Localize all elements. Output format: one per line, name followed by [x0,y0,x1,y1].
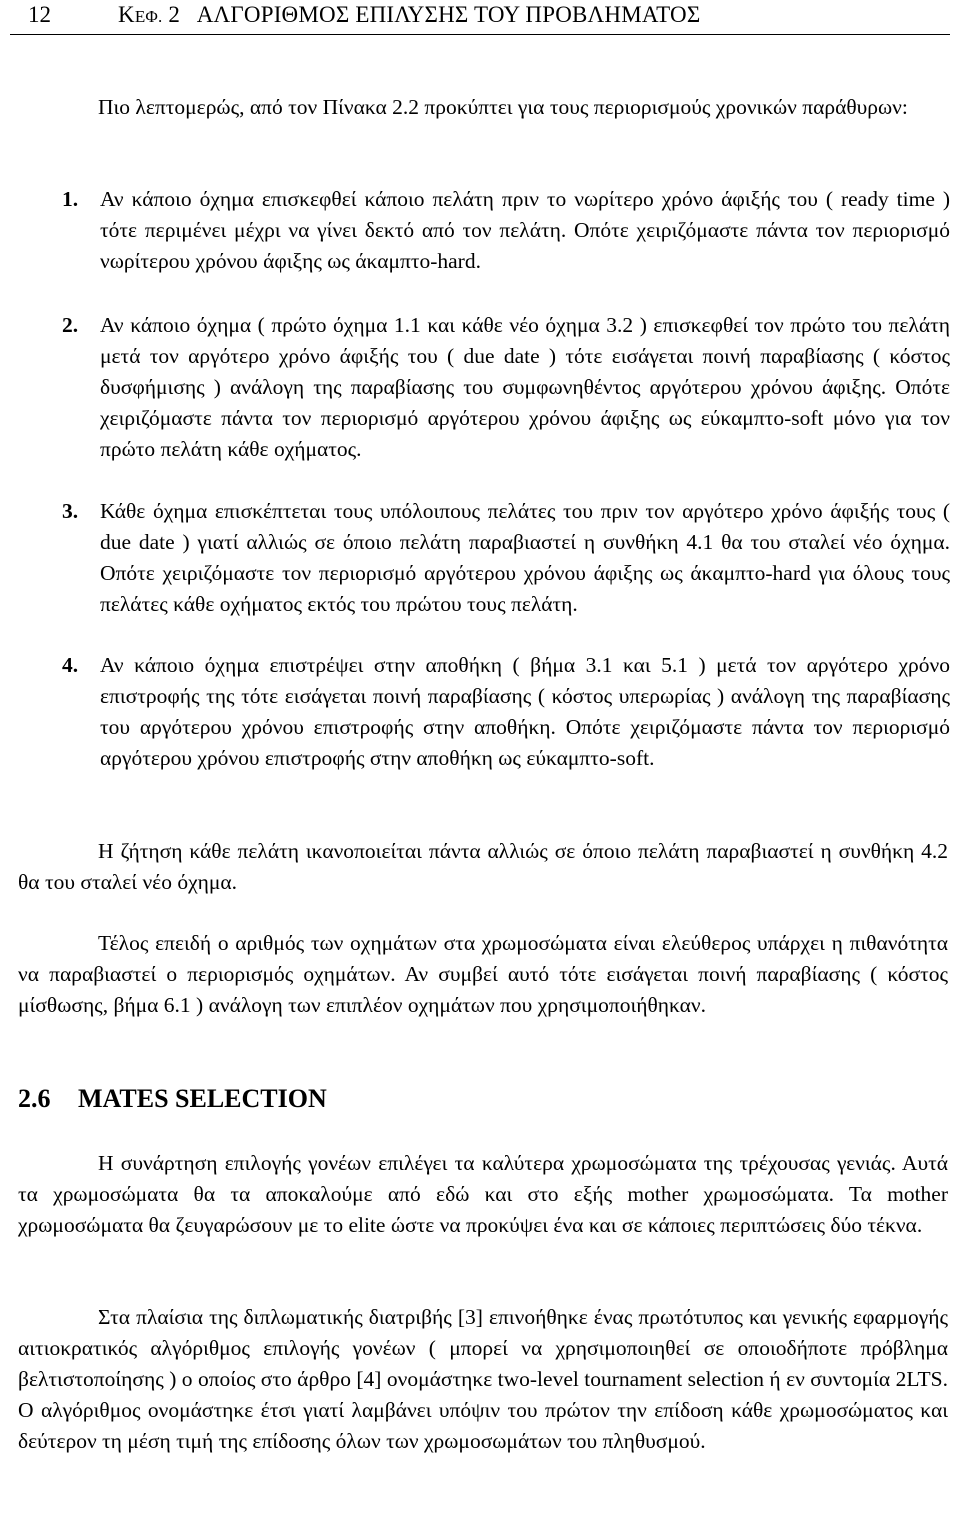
list-item-number: 3. [62,499,79,523]
mates-paragraph-1: Η συνάρτηση επιλογής γονέων επιλέγει τα καλύτερα χρωμοσώματα της τρέχουσας γενιάς. Αυτά τα χρωμοσώματα θα τα αποκαλούμε από εδώ και στο εξής mother χρωμοσώματα. Τα mother χρωμοσώματα θα ζευγαρώσουν με το elite ώστε να προκύψει ένα και σε κάποιες περιπτώσεις δύο τέκνα. [18,1151,948,1237]
vehicles-paragraph: Τέλος επειδή ο αριθμός των οχημάτων στα χρωμοσώματα είναι ελεύθερος υπάρχει η πιθανότητα να παραβιαστεί ο περιορισμός οχημάτων. Αν συμβεί αυτό τότε εισάγεται ποινή παραβίασης ( κόστος μίσθωσης, βήμα 6.1 ) ανάλογη των επιπλέον οχημάτων που χρησιμοποιήθηκαν. [18,931,948,1017]
chapter-initial: Κ [118,2,135,27]
section-number: 2.6 [18,1084,51,1113]
chapter-heading [118,0,700,32]
running-header [10,0,950,35]
demand-paragraph: Η ζήτηση κάθε πελάτη ικανοποιείται πάντα αλλιώς σε όποιο πελάτη παραβιαστεί η συνθήκη 4.2 θα του σταλεί νέο όχημα. [18,839,948,894]
intro-paragraph: Πιο λεπτομερώς, από τον Πίνακα 2.2 προκύπτει για τους περιορισμούς χρονικών παράθυρων: [98,95,908,119]
section-title: MATES SELECTION [78,1084,327,1113]
mates-paragraph-2: Στα πλαίσια της διπλωματικής διατριβής [3] επινοήθηκε ένας πρωτότυπος και γενικής εφαρμογής αιτιοκρατικός αλγόριθμος επιλογής γονέων ( μπορεί να χρησιμοποιηθεί σε οποιοδήποτε πρόβλημα βελτιστοποίησης ) ο οποίος στο άρθρο [4] ονομάστηκε two-level tournament selection ή εν συντομία 2LTS. Ο αλγόριθμος ονομάστηκε έτσι γιατί λαμβάνει υπόψιν του πρώτον την επίδοση κάθε χρωμοσώματος και δεύτερον τη μέση τιμή της επίδοσης όλων των χρωμοσωμάτων του πληθυσμού. [18,1305,948,1453]
page-number: 12 [28,2,51,27]
chapter-abbrev: ΕΦ. [134,7,163,26]
list-item-text: Αν κάποιο όχημα επισκεφθεί κάποιο πελάτη πριν το νωρίτερο χρόνο άφιξής του ( ready time ) τότε περιμένει μέχρι να γίνει δεκτό από τον πελάτη. Οπότε χειριζόμαστε πάντα τον περιορισμό νωρίτερου χρόνου άφιξης ως άκαμπτο-hard. [100,187,950,273]
list-item-number: 4. [62,653,79,677]
chapter-title: 2 ΑΛΓΟΡΙΘΜΟΣ ΕΠΙΛΥΣΗΣ ΤΟΥ ΠΡΟΒΛΗΜΑΤΟΣ [162,2,701,27]
list-item-text: Κάθε όχημα επισκέπτεται τους υπόλοιπους πελάτες του πριν τον αργότερο χρόνο άφιξής τους ( due date ) γιατί αλλιώς σε όποιο πελάτη παραβιαστεί η συνθήκη 4.1 θα του σταλεί νέο όχημα. Οπότε χειριζόμαστε τον περιορισμό αργότερου χρόνου άφιξης ως άκαμπτο-hard για όλους τους πελάτες κάθε οχήματος εκτός του πρώτου τους πελάτη. [100,499,950,616]
list-item-number: 1. [62,187,79,211]
list-item-number: 2. [62,313,79,337]
section-heading [18,1082,327,1116]
list-item-text: Αν κάποιο όχημα επιστρέψει στην αποθήκη ( βήμα 3.1 και 5.1 ) μετά τον αργότερο χρόνο επιστροφής της τότε εισάγεται ποινή παραβίασης ( κόστος υπερωρίας ) ανάλογη της παραβίασης του αργότερου χρόνου επιστροφής στην αποθήκη. Οπότε χειριζόμαστε πάντα τον περιορισμό αργότερου χρόνου επιστροφής στην αποθήκη ως εύκαμπτο-soft. [100,653,950,770]
list-item-text: Αν κάποιο όχημα ( πρώτο όχημα 1.1 και κάθε νέο όχημα 3.2 ) επισκεφθεί τον πρώτο του πελάτη μετά τον αργότερο χρόνο άφιξής του ( due date ) τότε εισάγεται ποινή παραβίασης ( κόστος δυσφήμισης ) ανάλογη της παραβίασης του συμφωνηθέντος αργότερου χρόνου άφιξης. Οπότε χειριζόμαστε πάντα τον περιορισμό αργότερου χρόνου άφιξης ως εύκαμπτο-soft μόνο για τον πρώτο πελάτη κάθε οχήματος. [100,313,950,461]
